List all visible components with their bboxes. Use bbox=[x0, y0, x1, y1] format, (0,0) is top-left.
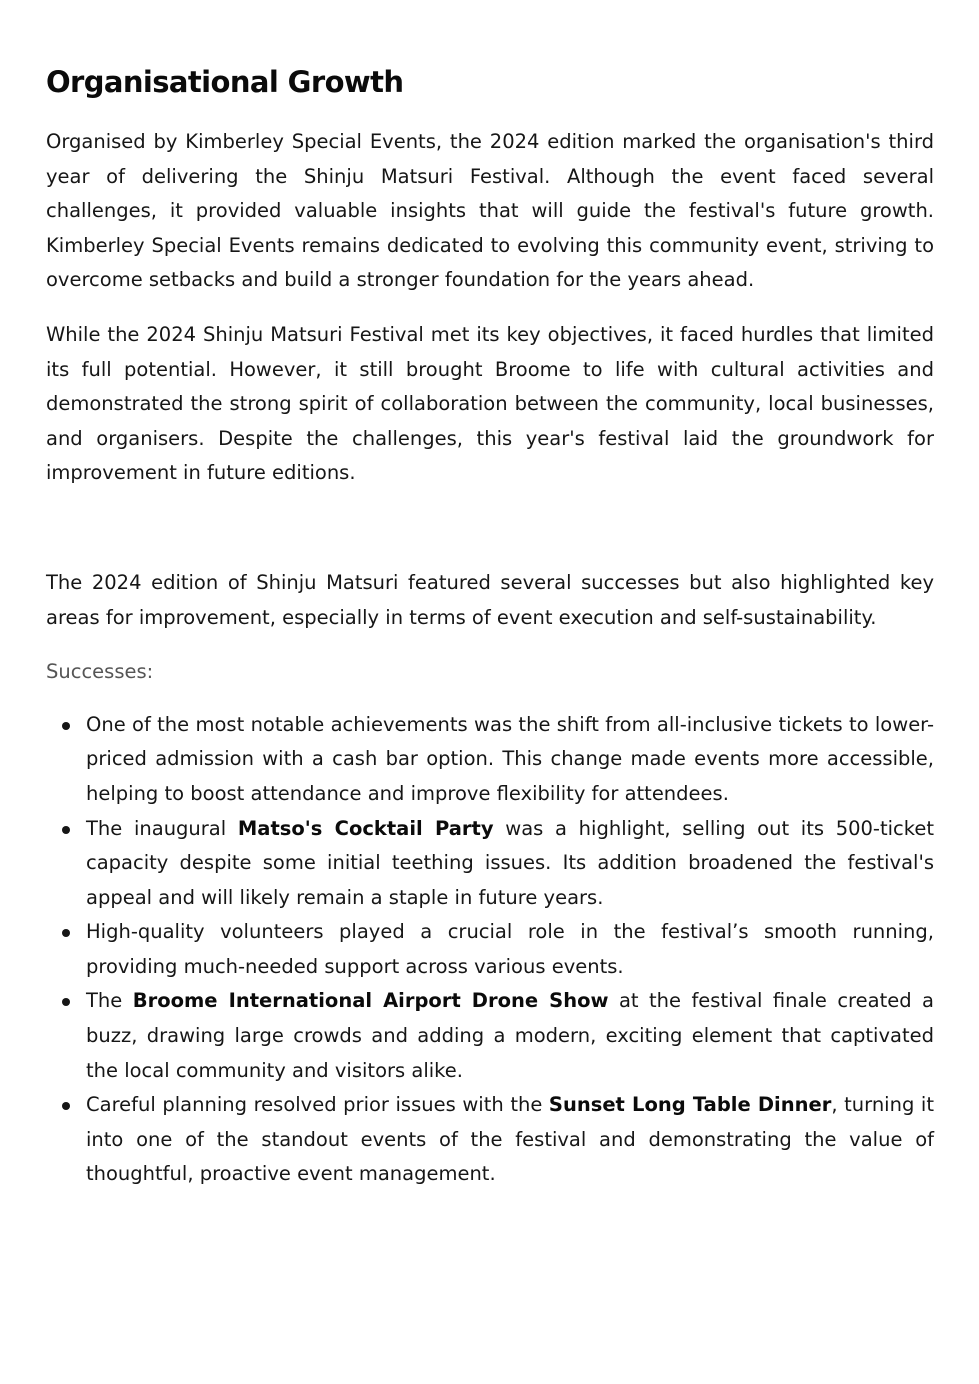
list-item-text-before: The bbox=[86, 989, 133, 1013]
successes-list bbox=[46, 708, 934, 1192]
intro-paragraph: Organised by Kimberley Special Events, the 2024 edition marked the organisation's third year of delivering the Shinju Matsuri Festival. Although the event faced several challenges, it provided valuable insights that will guide the festival's future growth. Kimberley Special Events remains dedicated to evolving this community event, striving to overcome setbacks and build a stronger foundation for the years ahead. bbox=[46, 130, 934, 292]
event-name-bold: Broome International Airport Drone Show bbox=[132, 989, 609, 1013]
list-item bbox=[86, 708, 934, 812]
list-item bbox=[86, 984, 934, 1088]
bullet-icon bbox=[62, 929, 70, 937]
objectives-paragraph: While the 2024 Shinju Matsuri Festival met its key objectives, it faced hurdles that limited its full potential. However, it still brought Broome to life with cultural activities and demonstrated the strong spirit of collaboration between the community, local businesses, and organisers. Despite the challenges, this year's festival laid the groundwork for improvement in future editions. bbox=[46, 322, 934, 485]
list-item-text-before: Careful planning resolved prior issues with the bbox=[86, 1093, 549, 1117]
list-item-text-after: at the festival finale created a buzz, drawing large crowds and adding a modern, exciting element that captivated the local community and visitors alike. bbox=[86, 989, 935, 1082]
list-item bbox=[86, 915, 934, 984]
document-page bbox=[46, 58, 934, 1192]
event-name-bold: Sunset Long Table Dinner bbox=[548, 1093, 832, 1117]
list-item bbox=[86, 812, 934, 916]
list-item-text-after: was a highlight, selling out its 500-ticket capacity despite some initial teething issues. Its addition broadened the festival's appeal and will likely remain a staple in future years. bbox=[86, 816, 934, 909]
section-heading: Organisational Growth bbox=[46, 65, 404, 99]
bullet-icon bbox=[62, 998, 70, 1006]
bullet-icon bbox=[62, 1102, 70, 1110]
list-item-text: High-quality volunteers played a crucial role in the festival’s smooth running, providing much-needed support across various events. bbox=[86, 920, 934, 978]
event-name-bold: Matso's Cocktail Party bbox=[237, 816, 494, 840]
summary-paragraph: The 2024 edition of Shinju Matsuri featured several successes but also highlighted key areas for improvement, especially in terms of event execution and self-sustainability. bbox=[46, 570, 934, 629]
list-item-text-after: , turning it into one of the standout events of the festival and demonstrating the value of thoughtful, proactive event management. bbox=[86, 1093, 934, 1186]
bullet-icon bbox=[62, 826, 70, 834]
list-item-text: One of the most notable achievements was the shift from all-inclusive tickets to lower-priced admission with a cash bar option. This change made events more accessible, helping to boost attendance and improve flexibility for attendees. bbox=[86, 712, 934, 805]
successes-label: Successes: bbox=[46, 660, 154, 684]
bullet-icon bbox=[62, 722, 70, 730]
list-item bbox=[86, 1088, 934, 1192]
list-item-text-before: The inaugural bbox=[86, 816, 238, 840]
